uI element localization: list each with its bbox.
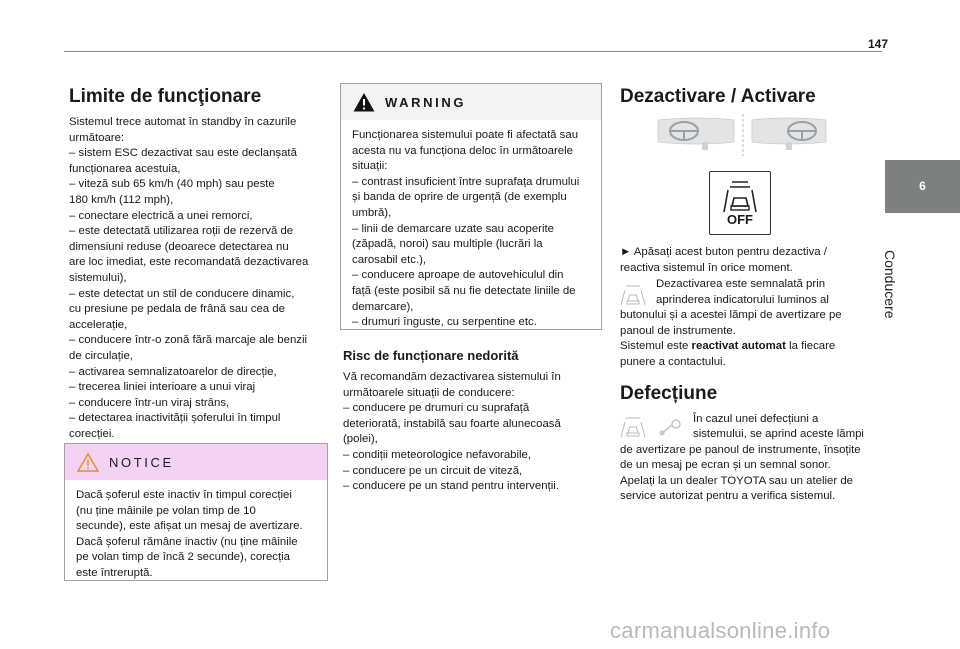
warning-header xyxy=(341,84,601,120)
warning-triangle-icon xyxy=(353,92,375,112)
section-title-deactivate: Dezactivare / Activare xyxy=(620,86,816,107)
watermark: carmanualsonline.info xyxy=(610,618,831,643)
page-number: 147 xyxy=(868,37,889,51)
section-title-fault: Defecțiune xyxy=(620,382,718,404)
column-1 xyxy=(69,86,327,442)
fault-text-a: În cazul unei defecțiuni a sistemului, se aprind aceste lămpi xyxy=(693,412,864,441)
warning-title: WARNING xyxy=(385,94,467,110)
notice-title: NOTICE xyxy=(109,454,174,470)
indicator-text-b: butonului și a acestei lămpi de avertizare pe panoul de instrumente. xyxy=(620,309,842,337)
deactivate-instruction: ► Apăsați acest buton pentru dezactiva / reactiva sistemul în orice moment. xyxy=(620,246,827,274)
lane-assist-off-button[interactable] xyxy=(709,171,771,235)
limits-text: Sistemul trece automat în standby în cazurile următoare: – sistem ESC dezactivat sau este declanșată funcționarea acestuia, – viteză sub 65 km/h (40 mph) sau peste 180 km/h (112 mph), – conectare electrică a unei remorci, – este detectată utilizarea roții de rezervă de dimensiuni reduse (deoarece detectarea nu are loc imediat, este recomandată dezactivarea sistemului), – este detectat un stil de conducere dinamic, cu presiune pe pedala de frână sau cea de accelerație, – conducere într-o zonă fără marcaje ale benzii de circulație, – activarea semnalizatoarelor de direcție, – trecerea liniei interioare a unui viraj – conducere într-un viraj strâns, – detectarea inactivității șoferului în timpul corecției. xyxy=(69,116,309,440)
lane-warning-lamp-icon xyxy=(620,284,646,306)
chapter-tab[interactable]: 6 xyxy=(885,160,960,213)
notice-text: Dacă șoferul este inactiv în timpul corecției (nu ține mâinile pe volan timp de 10 secunde), este afișat un mesaj de avertizare. Dacă șoferul rămâne inactiv (nu ține mâinile pe volan timp de încă 2 secunde), corecția este întreruptă. xyxy=(76,489,303,579)
indicator-text-a: Dezactivarea este semnalată prin aprinderea indicatorului luminos al xyxy=(656,278,829,306)
reactivated-prefix: Sistemul este xyxy=(620,340,692,353)
reactivated-text xyxy=(620,339,882,370)
risk-section xyxy=(343,348,599,495)
warning-text: Funcționarea sistemului poate fi afectată sau acesta nu va funcționa deloc în următoarele situații: – contrast insuficient între suprafața drumului și banda de oprire de urgență (de exemplu umbră), – linii de demarcare uzate sau acoperite (zăpadă, noroi) sau multiple (lucrări la carosabil etc.), – conducere aproape de autovehiculul din față (este posibil să nu fie detectate liniile de demarcare), – drumuri înguste, cu serpentine etc. xyxy=(352,129,580,329)
off-label: OFF xyxy=(727,212,753,227)
notice-header xyxy=(65,444,327,480)
header-rule xyxy=(64,51,882,52)
risk-text: Vă recomandăm dezactivarea sistemului în următoarele situații de conducere: – conducere pe drumuri cu suprafață deteriorată, instabilă sau foarte alunecoasă (polei), – condiții meteorologice nefavorabile, – conducere pe un circuit de viteză, – conducere pe un stand pentru intervenții. xyxy=(343,371,561,493)
wrench-icon xyxy=(658,419,684,437)
risk-title: Risc de funcționare nedorită xyxy=(343,348,519,363)
lane-car-icon xyxy=(722,178,758,214)
reactivated-suffix: la fiecare punere a contactului. xyxy=(620,340,836,368)
steering-wheel-icon xyxy=(654,114,830,156)
deactivate-section xyxy=(620,245,882,505)
chapter-label: Conducere xyxy=(882,250,898,319)
column-3 xyxy=(620,86,882,115)
notice-triangle-icon xyxy=(77,452,99,472)
fault-text-b: de avertizare pe panoul de instrumente, însoțite de un mesaj pe ecran și un semnal sonor. Apelați la un dealer TOYOTA sau un atelier de service autorizat pentru a verifica sistemul. xyxy=(620,443,861,503)
warning-box xyxy=(340,83,602,330)
fault-row xyxy=(620,412,882,443)
indicator-row xyxy=(620,277,882,308)
notice-box xyxy=(64,443,328,581)
reactivated-bold: reactivat automat xyxy=(691,340,786,353)
fault-lane-lamp-icon xyxy=(620,416,646,438)
section-title-limits: Limite de funcţionare xyxy=(69,86,262,107)
